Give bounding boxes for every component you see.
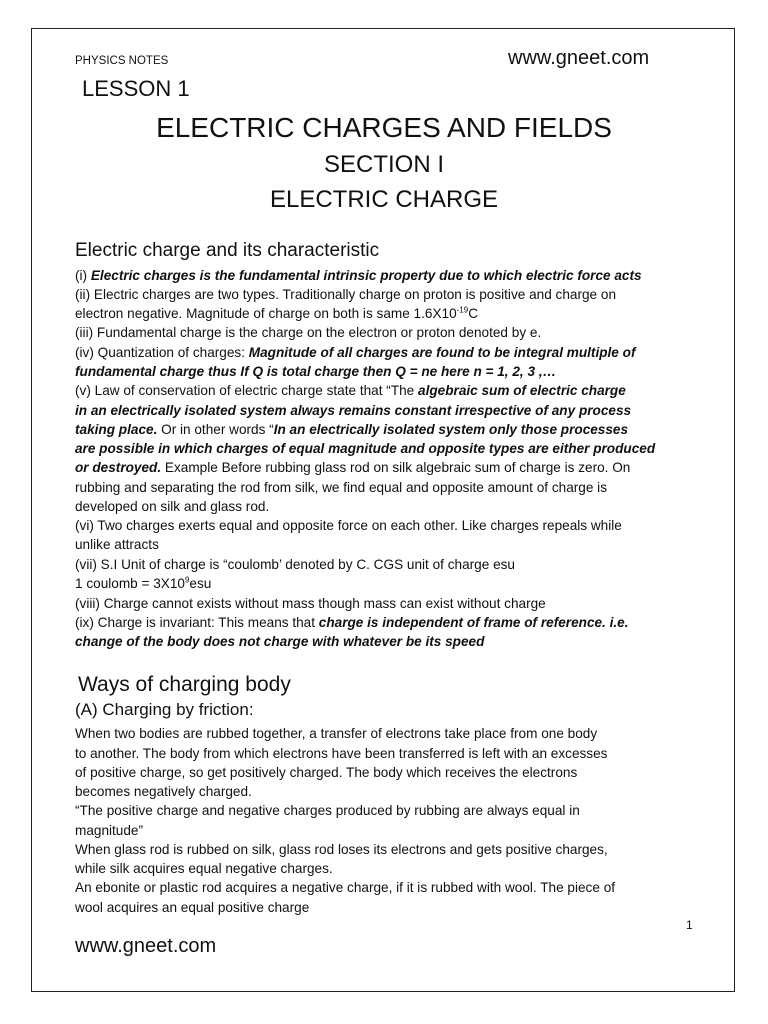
text-line: rubbing and separating the rod from silk, we find equal and opposite amount of charge is [75, 480, 607, 495]
text-line: fundamental charge thus If Q is total charge then Q = ne here n = 1, 2, 3 ,… [75, 364, 557, 379]
text-line: (viii) Charge cannot exists without mass though mass can exist without charge [75, 596, 546, 611]
text-line: (iii) Fundamental charge is the charge on the electron or proton denoted by e. [75, 325, 542, 340]
text-line: are possible in which charges of equal magnitude and opposite types are either produced [75, 441, 656, 456]
lesson-label: LESSON 1 [82, 76, 190, 101]
text-line: An ebonite or plastic rod acquires a negative charge, if it is rubbed with wool. The piece of [75, 880, 616, 895]
section-label: SECTION I [323, 151, 444, 178]
footer-website[interactable]: www.gneet.com [75, 935, 217, 957]
text-line: “The positive charge and negative charges produced by rubbing are always equal in [75, 803, 580, 818]
text-line: while silk acquires equal negative charges. [75, 861, 333, 876]
text-line: taking place. Or in other words “In an electrically isolated system only those processes [75, 422, 629, 437]
section1-heading: Electric charge and its characteristic [75, 240, 380, 261]
text-line: change of the body does not charge with whatever be its speed [75, 634, 485, 649]
text-line: When two bodies are rubbed together, a transfer of electrons take place from one body [75, 726, 598, 741]
text-line: (iv) Quantization of charges: Magnitude of all charges are found to be integral multiple of [75, 345, 636, 360]
text-line: When glass rod is rubbed on silk, glass rod loses its electrons and gets positive charges, [75, 842, 608, 857]
text-line: (vi) Two charges exerts equal and opposite force on each other. Like charges repeals while [75, 518, 622, 533]
section2-heading: Ways of charging body [78, 673, 291, 696]
section-subtitle: ELECTRIC CHARGE [269, 186, 499, 213]
page-number: 1 [686, 918, 693, 932]
text-line: unlike attracts [75, 537, 159, 552]
text-line: developed on silk and glass rod. [75, 499, 270, 514]
text-line: 1 coulomb = $3X10^9esu$ [75, 575, 212, 591]
text-line: magnitude” [75, 823, 144, 838]
text-line: becomes negatively charged. [75, 784, 252, 799]
text-line: (i) Electric charges is the fundamental intrinsic property due to which electric force acts [75, 268, 642, 283]
text-line: wool acquires an equal positive charge [75, 900, 310, 915]
text-line: (ii) Electric charges are two types. Traditionally charge on proton is positive and charge on [75, 287, 617, 302]
text-line: or destroyed. Example Before rubbing glass rod on silk algebraic sum of charge is zero. On [75, 460, 631, 475]
text-line: to another. The body from which electrons have been transferred is left with an excesses [75, 746, 608, 761]
text-line: in an electrically isolated system always remains constant irrespective of any process [75, 403, 632, 418]
section2-subheading: (A) Charging by friction: [75, 700, 254, 719]
text-line: (ix) Charge is invariant: This means that charge is independent of frame of reference. i.e. [75, 615, 629, 630]
text-line: electron negative. Magnitude of charge on both is same $1.6X10^{-19}C$ [75, 305, 479, 321]
text-line: of positive charge, so get positively charged. The body which receives the electrons [75, 765, 578, 780]
text-line: (vii) S.I Unit of charge is “coulomb’ denoted by C. CGS unit of charge esu [75, 557, 515, 572]
page-title: ELECTRIC CHARGES AND FIELDS [156, 112, 612, 143]
text-line: (v) Law of conservation of electric charge state that “The algebraic sum of electric charge [75, 383, 626, 398]
header-website[interactable]: www.gneet.com [508, 47, 650, 69]
header-subject: PHYSICS NOTES [75, 55, 169, 67]
